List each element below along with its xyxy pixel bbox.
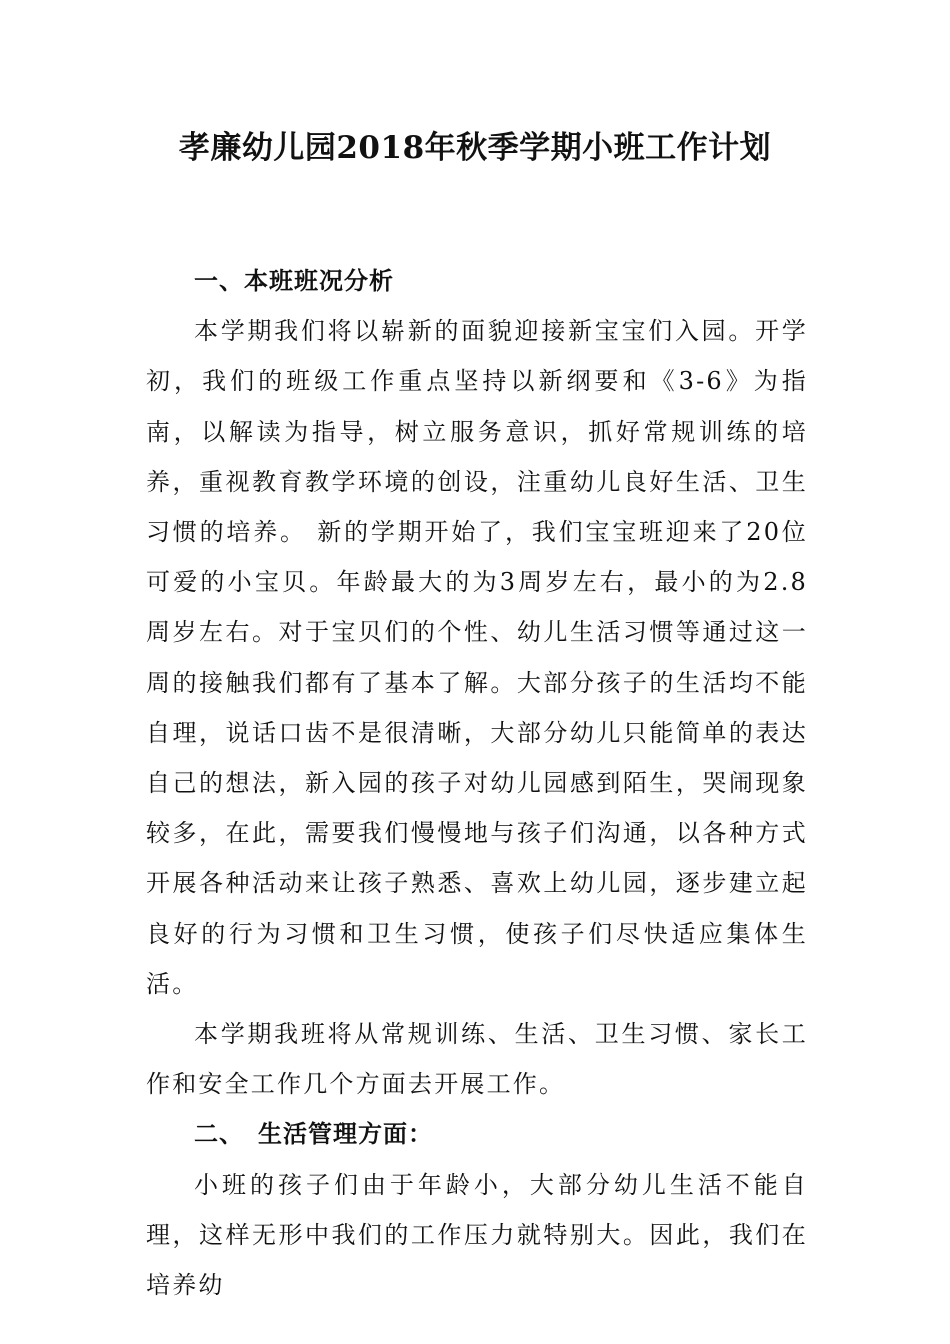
section-1-paragraph-2: 本学期我班将从常规训练、生活、卫生习惯、家长工作和安全工作几个方面去开展工作。 [146, 1020, 808, 1099]
section-heading-1-number: 一、 [194, 267, 244, 295]
section-heading-1 [146, 256, 808, 306]
section-heading-2-text: 生活管理方面： [258, 1120, 433, 1149]
section-2-paragraph-1: 小班的孩子们由于年龄小，大部分幼儿生活不能自理，这样无形中我们的工作压力就特别大。因此，我们在培养幼 [146, 1170, 808, 1300]
section-heading-2 [146, 1109, 808, 1159]
section-heading-1-text: 本班班况分析 [244, 267, 394, 295]
document-body [146, 256, 808, 1310]
section-1-paragraph-1: 本学期我们将以崭新的面貌迎接新宝宝们入园。开学初，我们的班级工作重点坚持以新纲要和《3-6》为指南，以解读为指导，树立服务意识，抓好常规训练的培养，重视教育教学环境的创设，注重幼儿良好生活、卫生习惯的培养。 新的学期开始了，我们宝宝班迎来了20位可爱的小宝贝。年龄最大的为3周岁左右，最小的为2.8周岁左右。对于宝贝们的个性、幼儿生活习惯等通过这一周的接触我们都有了基本了解。大部分孩子的生活均不能自理，说话口齿不是很清晰，大部分幼儿只能简单的表达自己的想法，新入园的孩子对幼儿园感到陌生，哭闹现象较多，在此，需要我们慢慢地与孩子们沟通，以各种方式开展各种活动来让孩子熟悉、喜欢上幼儿园，逐步建立起良好的行为习惯和卫生习惯，使孩子们尽快适应集体生活。 [146, 317, 808, 998]
section-heading-2-number: 二、 [194, 1120, 244, 1149]
document-title: 孝廉幼儿园2018年秋季学期小班工作计划 [178, 130, 772, 166]
